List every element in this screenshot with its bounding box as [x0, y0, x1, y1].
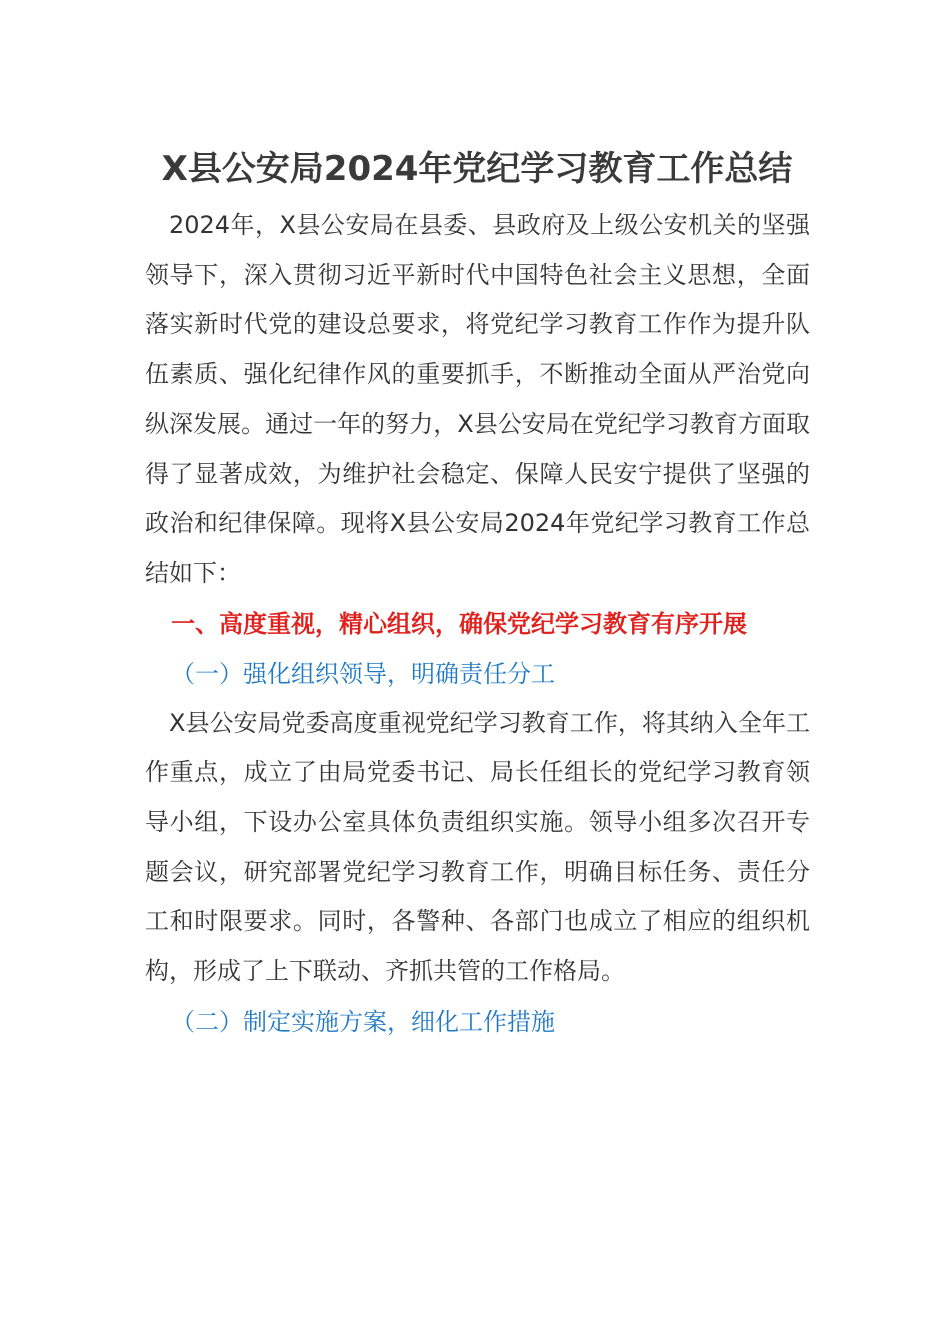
intro-paragraph: 2024年，X县公安局在县委、县政府及上级公安机关的坚强领导下，深入贯彻习近平新时代中国特色社会主义思想，全面落实新时代党的建设总要求，将党纪学习教育工作作为提升队伍素质、强化纪律作风的重要抓手，不断推动全面从严治党向纵深发展。通过一年的努力，X县公安局在党纪学习教育方面取得了显著成效，为维护社会稳定、保障人民安宁提供了坚强的政治和纪律保障。现将X县公安局2024年党纪学习教育工作总结如下： [145, 211, 810, 587]
subsection-1-paragraph: X县公安局党委高度重视党纪学习教育工作，将其纳入全年工作重点，成立了由局党委书记、局长任组长的党纪学习教育领导小组，下设办公室具体负责组织实施。领导小组多次召开专题会议，研究部署党纪学习教育工作，明确目标任务、责任分工和时限要求。同时，各警种、各部门也成立了相应的组织机构，形成了上下联动、齐抓共管的工作格局。 [145, 708, 810, 986]
document-page [145, 140, 810, 1047]
section-heading-1: 一、高度重视，精心组织，确保党纪学习教育有序开展 [171, 609, 747, 638]
subsection-heading-2: （二）制定实施方案，细化工作措施 [171, 1007, 555, 1036]
subsection-heading-1: （一）强化组织领导，明确责任分工 [171, 659, 555, 688]
document-title: X县公安局2024年党纪学习教育工作总结 [161, 149, 793, 189]
